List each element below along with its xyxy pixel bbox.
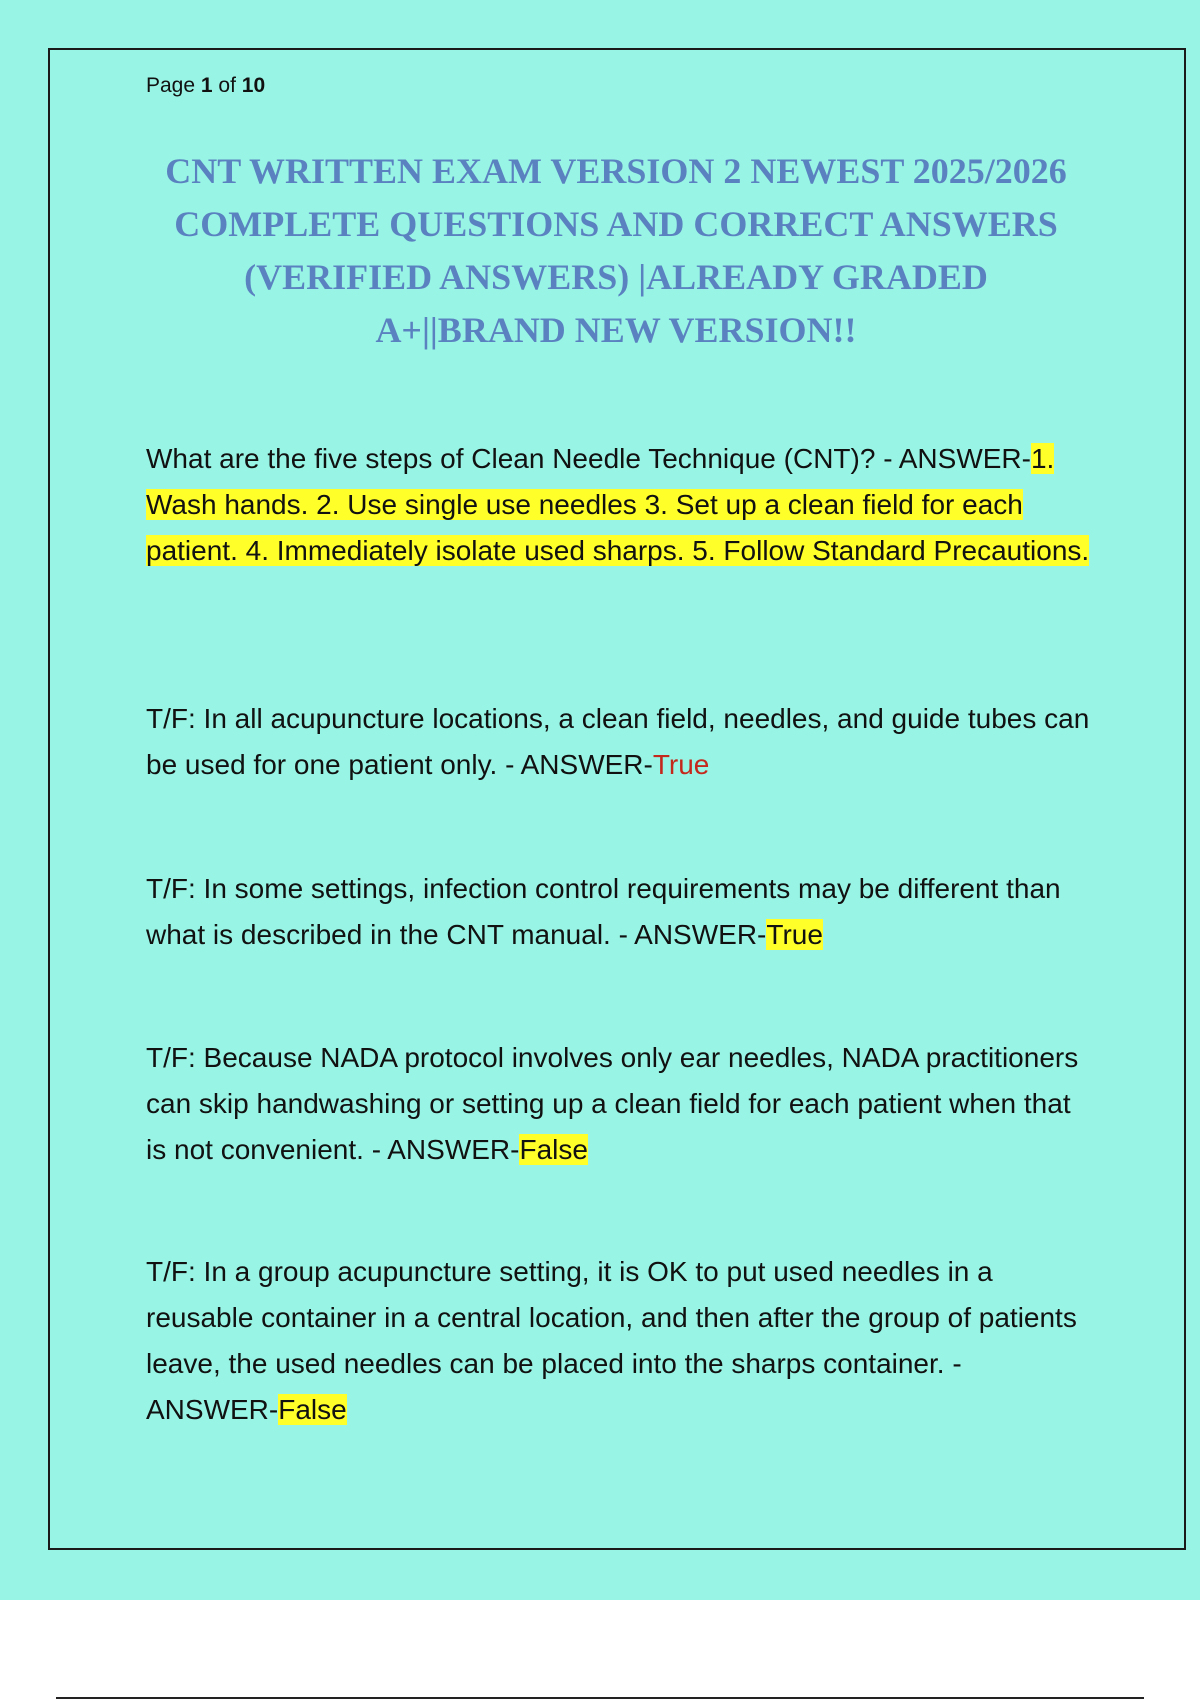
qa-item: [146, 436, 1096, 574]
title-line: COMPLETE QUESTIONS AND CORRECT ANSWERS: [174, 204, 1058, 244]
title-line: CNT WRITTEN EXAM VERSION 2 NEWEST 2025/2026: [165, 151, 1067, 191]
document-title: [146, 145, 1086, 357]
answer-text: True: [652, 749, 710, 780]
answer-text: False: [278, 1394, 347, 1425]
answer-text: True: [766, 919, 823, 950]
page-of-label: of: [218, 74, 236, 97]
page-current: 1: [200, 74, 213, 97]
answer-text: 1. Wash hands. 2. Use single use needles 3. Set up a clean field for each patient. 4. Immediately isolate used sharps. 5. Follow Standard Precautions.: [146, 443, 1090, 566]
question-text: T/F: In all acupuncture locations, a clean field, needles, and guide tubes can be used for one patient only. - ANSWER-: [146, 703, 1090, 780]
question-text: T/F: Because NADA protocol involves only ear needles, NADA practitioners can skip handwashing or setting up a clean field for each patient when that is not convenient. - ANSWER-: [146, 1042, 1079, 1165]
footer-divider: [56, 1697, 1144, 1699]
question-text: T/F: In some settings, infection control requirements may be different than what is described in the CNT manual. - ANSWER-: [146, 873, 1061, 950]
qa-item: [146, 1035, 1096, 1173]
page-label: Page: [146, 74, 196, 97]
qa-item: [146, 1249, 1096, 1433]
answer-text: False: [519, 1134, 588, 1165]
page-total: 10: [241, 74, 266, 97]
title-line: (VERIFIED ANSWERS) |ALREADY GRADED: [244, 257, 988, 297]
qa-item: [146, 866, 1096, 958]
question-text: What are the five steps of Clean Needle Technique (CNT)? - ANSWER-: [146, 443, 1031, 474]
page-number: [146, 74, 265, 98]
qa-item: [146, 696, 1096, 788]
title-line: A+||BRAND NEW VERSION!!: [375, 310, 857, 350]
question-text: T/F: In a group acupuncture setting, it is OK to put used needles in a reusable container in a central location, and then after the group of patients leave, the used needles can be placed into the sharps container. - ANSWER-: [146, 1256, 1077, 1425]
